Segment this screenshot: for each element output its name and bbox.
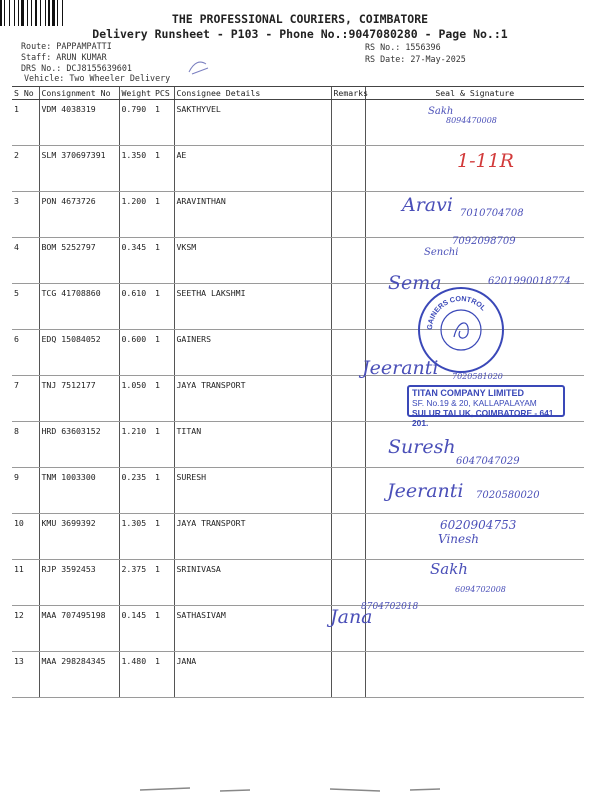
phone-row11: 6020904753	[440, 518, 517, 532]
weight-cell: 1.200	[119, 192, 153, 238]
seal-text: GAINERS CONTROL	[424, 293, 488, 331]
titan-stamp-line1: TITAN COMPANY LIMITED	[412, 388, 524, 398]
phone-row13: 8704702018	[361, 602, 419, 612]
pcs-cell: 1	[153, 560, 174, 606]
col-consignee: Consignee Details	[174, 87, 331, 100]
pcs-cell: 1	[153, 192, 174, 238]
scribble-mark	[186, 56, 212, 78]
weight-cell: 0.610	[119, 284, 153, 330]
signature-row5: Sema	[388, 272, 442, 294]
col-signature: Seal & Signature	[365, 87, 584, 100]
weight-cell: 1.050	[119, 376, 153, 422]
signature-cell	[365, 560, 584, 606]
pcs-cell: 1	[153, 146, 174, 192]
consignment-cell: RJP 3592453	[39, 560, 119, 606]
drs-no-label: DRS No.: DCJ8155639601	[21, 63, 132, 73]
phone-row7: 7020581020	[452, 372, 503, 381]
weight-cell: 1.305	[119, 514, 153, 560]
remarks-cell	[331, 422, 365, 468]
pcs-cell: 1	[153, 514, 174, 560]
titan-stamp-line2: SF. No.19 & 20, KALLAPALAYAM	[412, 398, 537, 408]
seal-graphic	[420, 289, 502, 371]
titan-stamp-line3: SULUR TALUK, COIMBATORE - 641 201.	[412, 408, 554, 428]
pcs-cell: 1	[153, 284, 174, 330]
signature-cell	[365, 606, 584, 652]
sno-cell: 10	[12, 514, 39, 560]
weight-cell: 0.145	[119, 606, 153, 652]
signature-row10: Jeeranti	[387, 480, 464, 502]
company-seal-stamp	[418, 287, 504, 373]
signature-row13: Jana	[330, 606, 373, 628]
pcs-cell: 1	[153, 376, 174, 422]
sno-cell: 8	[12, 422, 39, 468]
titan-company-stamp	[407, 385, 565, 428]
col-weight: Weight	[119, 87, 153, 100]
weight-cell: 2.375	[119, 560, 153, 606]
table-row	[12, 652, 584, 698]
remarks-cell	[331, 376, 365, 422]
remarks-cell	[331, 192, 365, 238]
sno-cell: 12	[12, 606, 39, 652]
weight-cell: 0.345	[119, 238, 153, 284]
remarks-cell	[331, 330, 365, 376]
consignee-cell: JAYA TRANSPORT	[174, 376, 331, 422]
table-row	[12, 606, 584, 652]
staff-label: Staff: ARUN KUMAR	[21, 52, 107, 62]
weight-cell: 0.600	[119, 330, 153, 376]
col-pcs: PCS	[153, 87, 174, 100]
col-remarks: Remarks	[331, 87, 365, 100]
sno-cell: 7	[12, 376, 39, 422]
remarks-cell	[331, 514, 365, 560]
remarks-cell	[331, 652, 365, 698]
remarks-cell	[331, 284, 365, 330]
consignment-cell: MAA 298284345	[39, 652, 119, 698]
signature-row4: Senchi	[424, 247, 459, 258]
sno-cell: 1	[12, 100, 39, 146]
phone-row5: 6201990018774	[488, 276, 571, 287]
consignment-cell: PON 4673726	[39, 192, 119, 238]
table-header	[12, 87, 584, 100]
consignment-cell: BOM 5252797	[39, 238, 119, 284]
signature-row12: Sakh	[430, 560, 468, 578]
runsheet-title: Delivery Runsheet - P103 - Phone No.:9047080280 - Page No.:1	[92, 27, 508, 41]
sno-cell: 11	[12, 560, 39, 606]
consignment-cell: TCG 41708860	[39, 284, 119, 330]
table-row	[12, 560, 584, 606]
signature-row11: Vinesh	[438, 532, 480, 546]
phone-row1: 8094470008	[446, 116, 497, 125]
pcs-cell: 1	[153, 238, 174, 284]
phone-row9: 6047047029	[456, 456, 520, 467]
signature-row7: Jeeranti	[362, 357, 439, 379]
pcs-cell: 1	[153, 652, 174, 698]
weight-cell: 1.480	[119, 652, 153, 698]
phone-row10: 7020580020	[476, 490, 540, 501]
signature-row1: Sakh	[428, 106, 454, 117]
consignee-cell: SAKTHYVEL	[174, 100, 331, 146]
consignee-cell: VKSM	[174, 238, 331, 284]
consignment-cell: HRD 63603152	[39, 422, 119, 468]
consignee-cell: SRINIVASA	[174, 560, 331, 606]
weight-cell: 0.235	[119, 468, 153, 514]
col-consignment: Consignment No	[39, 87, 119, 100]
consignee-cell: AE	[174, 146, 331, 192]
table-row	[12, 100, 584, 146]
sno-cell: 3	[12, 192, 39, 238]
pcs-cell: 1	[153, 606, 174, 652]
company-title: THE PROFESSIONAL COURIERS, COIMBATORE	[171, 12, 429, 26]
signature-row3: Aravi	[402, 194, 453, 216]
phone-row12: 6094702008	[455, 585, 506, 594]
sno-cell: 2	[12, 146, 39, 192]
consignee-cell: JAYA TRANSPORT	[174, 514, 331, 560]
consignee-cell: SATHASIVAM	[174, 606, 331, 652]
signature-row2: 1-11R	[457, 150, 514, 172]
pcs-cell: 1	[153, 100, 174, 146]
sno-cell: 9	[12, 468, 39, 514]
weight-cell: 1.210	[119, 422, 153, 468]
remarks-cell	[331, 146, 365, 192]
rs-date-label: RS Date: 27-May-2025	[365, 54, 466, 64]
sno-cell: 5	[12, 284, 39, 330]
weight-cell: 1.350	[119, 146, 153, 192]
weight-cell: 0.790	[119, 100, 153, 146]
pcs-cell: 1	[153, 330, 174, 376]
rs-no-label: RS No.: 1556396	[365, 42, 441, 52]
consignment-cell: TNJ 7512177	[39, 376, 119, 422]
consignee-cell: SEETHA LAKSHMI	[174, 284, 331, 330]
consignment-cell: MAA 707495198	[39, 606, 119, 652]
remarks-cell	[331, 560, 365, 606]
phone-row4: 7092098709	[452, 236, 516, 247]
signature-row9: Suresh	[388, 436, 456, 458]
signature-cell	[365, 652, 584, 698]
consignment-cell: SLM 370697391	[39, 146, 119, 192]
remarks-cell	[331, 100, 365, 146]
remarks-cell	[331, 468, 365, 514]
route-label: Route: PAPPAMPATTI	[21, 41, 112, 51]
consignment-cell: VDM 4038319	[39, 100, 119, 146]
pcs-cell: 1	[153, 422, 174, 468]
consignee-cell: GAINERS	[174, 330, 331, 376]
consignment-cell: EDQ 15084052	[39, 330, 119, 376]
consignment-cell: TNM 1003300	[39, 468, 119, 514]
pcs-cell: 1	[153, 468, 174, 514]
consignee-cell: JANA	[174, 652, 331, 698]
consignee-cell: ARAVINTHAN	[174, 192, 331, 238]
col-sno: S No	[12, 87, 39, 100]
sno-cell: 13	[12, 652, 39, 698]
consignment-cell: KMU 3699392	[39, 514, 119, 560]
vehicle-label: Vehicle: Two Wheeler Delivery	[24, 73, 171, 83]
consignee-cell: TITAN	[174, 422, 331, 468]
scan-smudge-marks	[80, 782, 500, 794]
sno-cell: 6	[12, 330, 39, 376]
remarks-cell	[331, 238, 365, 284]
phone-row3: 7010704708	[460, 208, 524, 219]
consignee-cell: SURESH	[174, 468, 331, 514]
sno-cell: 4	[12, 238, 39, 284]
